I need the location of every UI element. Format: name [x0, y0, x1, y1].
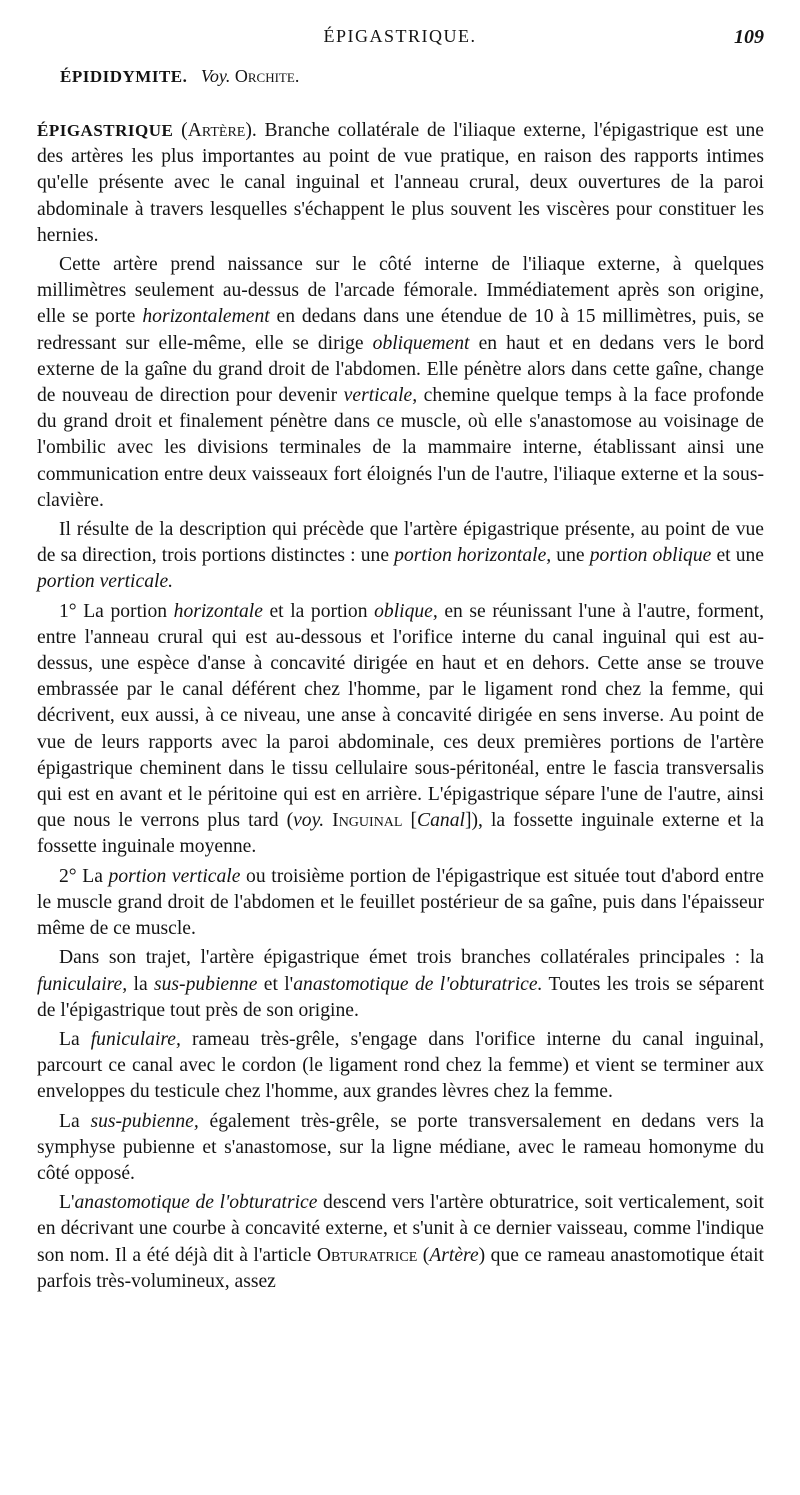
see-reference: Voy.: [200, 66, 231, 86]
article-epigastrique: [37, 118, 764, 1295]
cross-reference-obturatrice: Obturatrice: [316, 1244, 418, 1266]
text-run: La: [59, 1110, 91, 1132]
italic-run: portion verticale.: [37, 571, 174, 593]
paragraph-6: [37, 945, 764, 1024]
text-run: 2° La: [59, 865, 109, 887]
text-run: Il résulte de la description qui précède que l'artère épigastrique présente, au point de vue de sa direction, trois portions distinctes : une: [37, 519, 764, 567]
paragraph-2: [37, 252, 764, 514]
text-run: (: [417, 1244, 430, 1266]
text-run: également très-grêle, se porte transversalement en dedans vers la symphyse pubienne et s'anastomose, sur la ligne médiane, avec le rameau homonyme du côté opposé.: [37, 1110, 764, 1184]
running-title: ÉPIGASTRIQUE.: [323, 26, 477, 46]
paragraph-1: [37, 118, 764, 249]
text-run: ou troisième portion de l'épigastrique est située tout d'abord entre le muscle grand droit de l'abdomen et le feuillet postérieur de sa gaîne, puis dans l'épaisseur même de ce muscle.: [37, 865, 764, 940]
text-run: rameau très-grêle, s'engage dans l'orifice interne du canal inguinal, parcourt ce canal avec le cordon (le ligament rond chez la femme) et vient se terminer aux enveloppes du testicule chez l'homme, aux grandes lèvres chez la femme.: [37, 1028, 764, 1103]
italic-run: funiculaire,: [37, 973, 128, 995]
italic-run: sus-pubienne,: [90, 1110, 199, 1132]
italic-run: anastomotique de l'obturatrice.: [293, 973, 543, 995]
italic-run: portion verticale: [108, 865, 241, 887]
italic-run: sus-pubienne: [154, 973, 258, 995]
paragraph-5: [37, 864, 764, 943]
text-run: [: [402, 810, 418, 832]
text-run: Toutes les trois se séparent de l'épigastrique tout près de son origine.: [37, 973, 765, 1021]
text-run: descend vers l'artère obturatrice, soit verticalement, soit en décrivant une courbe à concavité externe, et s'unit à ce dernier vaisseau, comme l'indique son nom. Il a été déjà dit à l'article: [37, 1192, 764, 1266]
italic-run: anastomotique de l'obturatrice: [74, 1192, 318, 1214]
paragraph-3: [37, 517, 764, 596]
text-run: et l': [257, 973, 294, 995]
text-run: ) que ce rameau anastomotique était parfois très-volumineux, assez: [37, 1244, 764, 1292]
text-run: Dans son trajet, l'artère épigastrique émet trois branches collatérales principales : la: [59, 947, 764, 969]
italic-run: horizontalement: [142, 306, 270, 328]
italic-run: portion horizontale,: [394, 545, 552, 567]
text-run: ]), la fossette inguinale externe et la fossette inguinale moyenne.: [37, 810, 764, 858]
cross-reference-orchite: Orchite.: [234, 66, 300, 86]
italic-run: Artère: [429, 1244, 479, 1266]
text-run: la: [127, 973, 154, 995]
paragraph-4: [37, 599, 764, 861]
text-run: (: [181, 120, 188, 141]
text-run: en se réunissant l'une à l'autre, forment, entre l'anneau crural qui est au-dessous et l'orifice interne du canal inguinal qui est au-dessus, une espèce d'anse à concavité dirigée en haut et en dehors. Cette anse se trouve embrassée par le canal déférent chez l'homme, par le ligament rond chez la femme, qui décrivent, eux aussi, à ce niveau, une anse à concavité dirigée en sens inverse. Au point de vue de leurs rapports avec la paroi abdominale, ces deux premières portions de l'artère épigastrique cheminent dans le tissu cellulaire sous-péritonéal, entre le fascia transversalis qui est en avant et le péritoine qui est en arrière. L'épigastrique sépare l'une de l'autre, ainsi que nous le verrons plus tard (: [37, 600, 765, 832]
text-run: La: [59, 1028, 91, 1050]
italic-run: funiculaire,: [90, 1028, 181, 1050]
italic-run: Canal: [417, 810, 465, 832]
paragraph-9: [37, 1190, 764, 1295]
text-run: L': [59, 1192, 75, 1214]
text-run: 1° La portion: [59, 600, 174, 622]
text-run: chemine quelque temps à la face profonde du grand droit et finalement pénètre dans ce muscle, où elle s'anastomose au voisinage de l'ombilic avec les divisions terminales de la mammaire interne, établissant ainsi une communication entre deux vaisseaux fort éloignés l'un de l'autre, l'iliaque externe et la sous-clavière.: [37, 385, 764, 511]
italic-run: verticale,: [343, 385, 418, 407]
text-run: et la portion: [262, 600, 375, 622]
text-run: en haut et en dedans vers le bord externe de la gaîne du grand droit de l'abdomen. Elle pénètre alors dans cette gaîne, change de nouveau de direction pour devenir: [37, 332, 764, 407]
headword-epididymite: ÉPIDIDYMITE.: [60, 67, 188, 86]
cross-reference-inguinal: Inguinal: [332, 810, 403, 832]
paragraph-8: [37, 1109, 764, 1188]
text-run: Cette artère prend naissance sur le côté interne de l'iliaque externe, à quelques millimètres seulement au-dessus de l'arcade fémorale. Immédiatement après son origine, elle se porte: [37, 254, 764, 328]
text-run: en dedans dans une étendue de 10 à 15 millimètres, puis, se redressant sur elle-même, elle se dirige: [37, 306, 765, 354]
entry-epididymite: [60, 66, 299, 87]
italic-run: portion oblique: [589, 545, 712, 567]
paragraph-7: [37, 1027, 764, 1106]
italic-run: voy.: [293, 810, 325, 832]
text-run: ). Branche collatérale de l'iliaque externe, l'épigastrique est une des artères les plus importantes au point de vue pratique, en raison des rapports intimes qu'elle présente avec le canal inguinal et l'anneau crural, deux ouvertures de la paroi abdominale à travers lesquelles s'échappent le plus souvent les viscères pour constituer les hernies.: [37, 120, 765, 246]
text-run: [324, 810, 332, 831]
italic-run: oblique,: [374, 600, 438, 622]
italic-run: horizontale: [173, 600, 263, 622]
headword-epigastrique: ÉPIGASTRIQUE: [37, 121, 174, 140]
running-head: [0, 26, 800, 56]
text-run: Artère: [187, 120, 246, 141]
text-run: et une: [711, 545, 765, 567]
text-run: une: [551, 545, 590, 567]
italic-run: obliquement: [372, 332, 470, 354]
page-number: 109: [734, 26, 764, 48]
